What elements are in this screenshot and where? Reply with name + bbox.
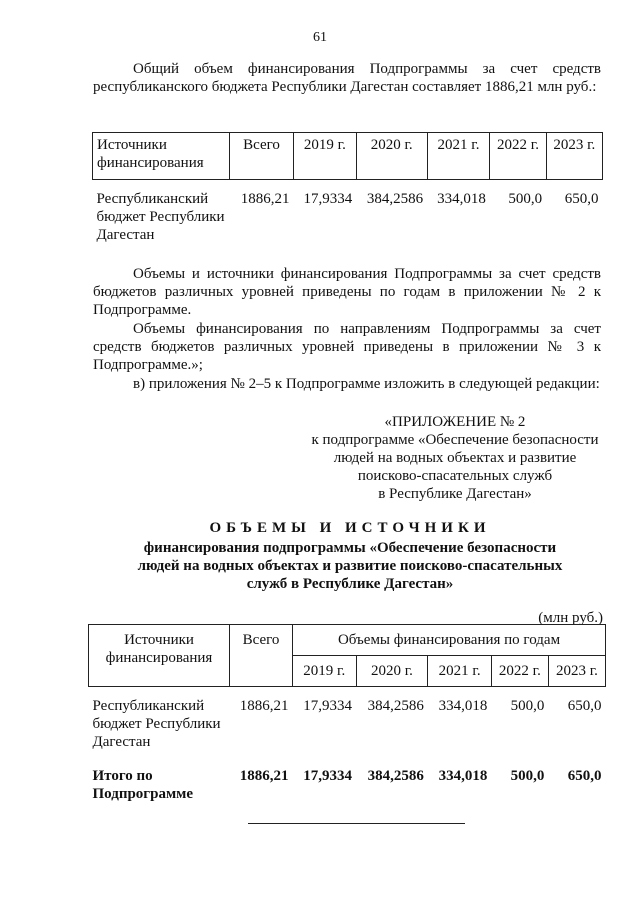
cell-2020: 384,2586 [367, 698, 424, 714]
cell-source: Республиканский бюджет Республики Дагестан [96, 191, 225, 243]
appendix-line: к подпрограмме «Обеспечение безопасности [311, 432, 599, 448]
header-year-2021: 2021 г. [428, 656, 492, 687]
cell-total-label: Итого по Подпрограмме [92, 768, 194, 802]
header-sources: Источники финансирования [93, 133, 230, 180]
cell-2023: 650,0 [567, 698, 602, 714]
cell-2021: 334,018 [437, 191, 486, 207]
cell-total: 1886,21 [240, 191, 290, 207]
header-year-2019: 2019 г. [294, 133, 357, 180]
appendix-line: в Республике Дагестан» [378, 486, 532, 502]
cell-2023: 650,0 [564, 191, 599, 207]
paragraph-directions [93, 320, 601, 374]
footer-divider [248, 823, 465, 824]
header-year-2023: 2023 г. [546, 133, 602, 180]
units-label: (млн руб.) [538, 610, 603, 626]
header-year-2019: 2019 г. [293, 656, 357, 687]
subtitle-line: служб в Республике Дагестан» [246, 576, 454, 592]
header-total: Всего [230, 625, 293, 687]
cell-total: 1886,21 [239, 768, 289, 784]
paragraph-text: в) приложения № 2–5 к Подпрограмме изложить в следующей редакции: [133, 376, 600, 392]
header-year-2021: 2021 г. [427, 133, 490, 180]
cell-2019: 17,9334 [303, 698, 352, 714]
header-year-2020: 2020 г. [356, 656, 428, 687]
cell-2022: 500,0 [510, 768, 545, 784]
paragraph-sources-by-year [93, 265, 601, 319]
appendix-line: людей на водных объектах и развитие [333, 450, 577, 466]
cell-2020: 384,2586 [366, 191, 424, 207]
financing-table-summary [92, 132, 603, 244]
cell-source: Республиканский бюджет Республики Дагестан [92, 698, 221, 750]
document-title: ОБЪЕМЫ И ИСТОЧНИКИ [209, 520, 491, 536]
paragraph-text: Объемы и источники финансирования Подпрограммы за счет средств бюджетов различных уровней приведены по годам в приложении № 2 к Подпрограмме. [93, 266, 601, 318]
appendix-line: «ПРИЛОЖЕНИЕ № 2 [384, 414, 526, 430]
page-number: 61 [313, 30, 327, 45]
header-year-2022: 2022 г. [491, 656, 548, 687]
cell-2023: 650,0 [567, 768, 602, 784]
cell-2019: 17,9334 [303, 768, 352, 784]
header-year-2020: 2020 г. [356, 133, 427, 180]
header-year-2023: 2023 г. [548, 656, 605, 687]
financing-table-appendix [88, 624, 606, 803]
table-total-row [89, 751, 606, 803]
header-total: Всего [230, 133, 294, 180]
header-years-group: Объемы финансирования по годам [293, 625, 606, 656]
table-row [89, 687, 606, 752]
appendix-heading [300, 413, 610, 503]
cell-2020: 384,2586 [367, 768, 424, 784]
subtitle-line: финансирования подпрограммы «Обеспечение безопасности [143, 540, 557, 556]
cell-total: 1886,21 [239, 698, 289, 714]
cell-2021: 334,018 [438, 768, 488, 784]
subtitle-line: людей на водных объектах и развитие поисково-спасательных [137, 558, 563, 574]
document-subtitle [100, 539, 600, 593]
paragraph-text: Общий объем финансирования Подпрограммы за счет средств республиканского бюджета Республики Дагестан составляет 1886,21 млн руб.: [93, 61, 601, 95]
header-year-2022: 2022 г. [490, 133, 546, 180]
appendix-line: поисково-спасательных служб [357, 468, 553, 484]
paragraph-amendment [93, 375, 601, 393]
header-sources: Источники финансирования [89, 625, 230, 687]
cell-2021: 334,018 [438, 698, 488, 714]
cell-2019: 17,9334 [303, 191, 353, 207]
paragraph-text: Объемы финансирования по направлениям Подпрограммы за счет средств бюджетов различных уровней приведены в приложении № 3 к Подпрограмме.»; [93, 321, 601, 373]
table-header-row [89, 625, 606, 656]
cell-2022: 500,0 [508, 191, 543, 207]
table-header-row [93, 133, 603, 180]
table-row [93, 180, 603, 245]
cell-2022: 500,0 [510, 698, 545, 714]
paragraph-total-financing [93, 60, 601, 96]
